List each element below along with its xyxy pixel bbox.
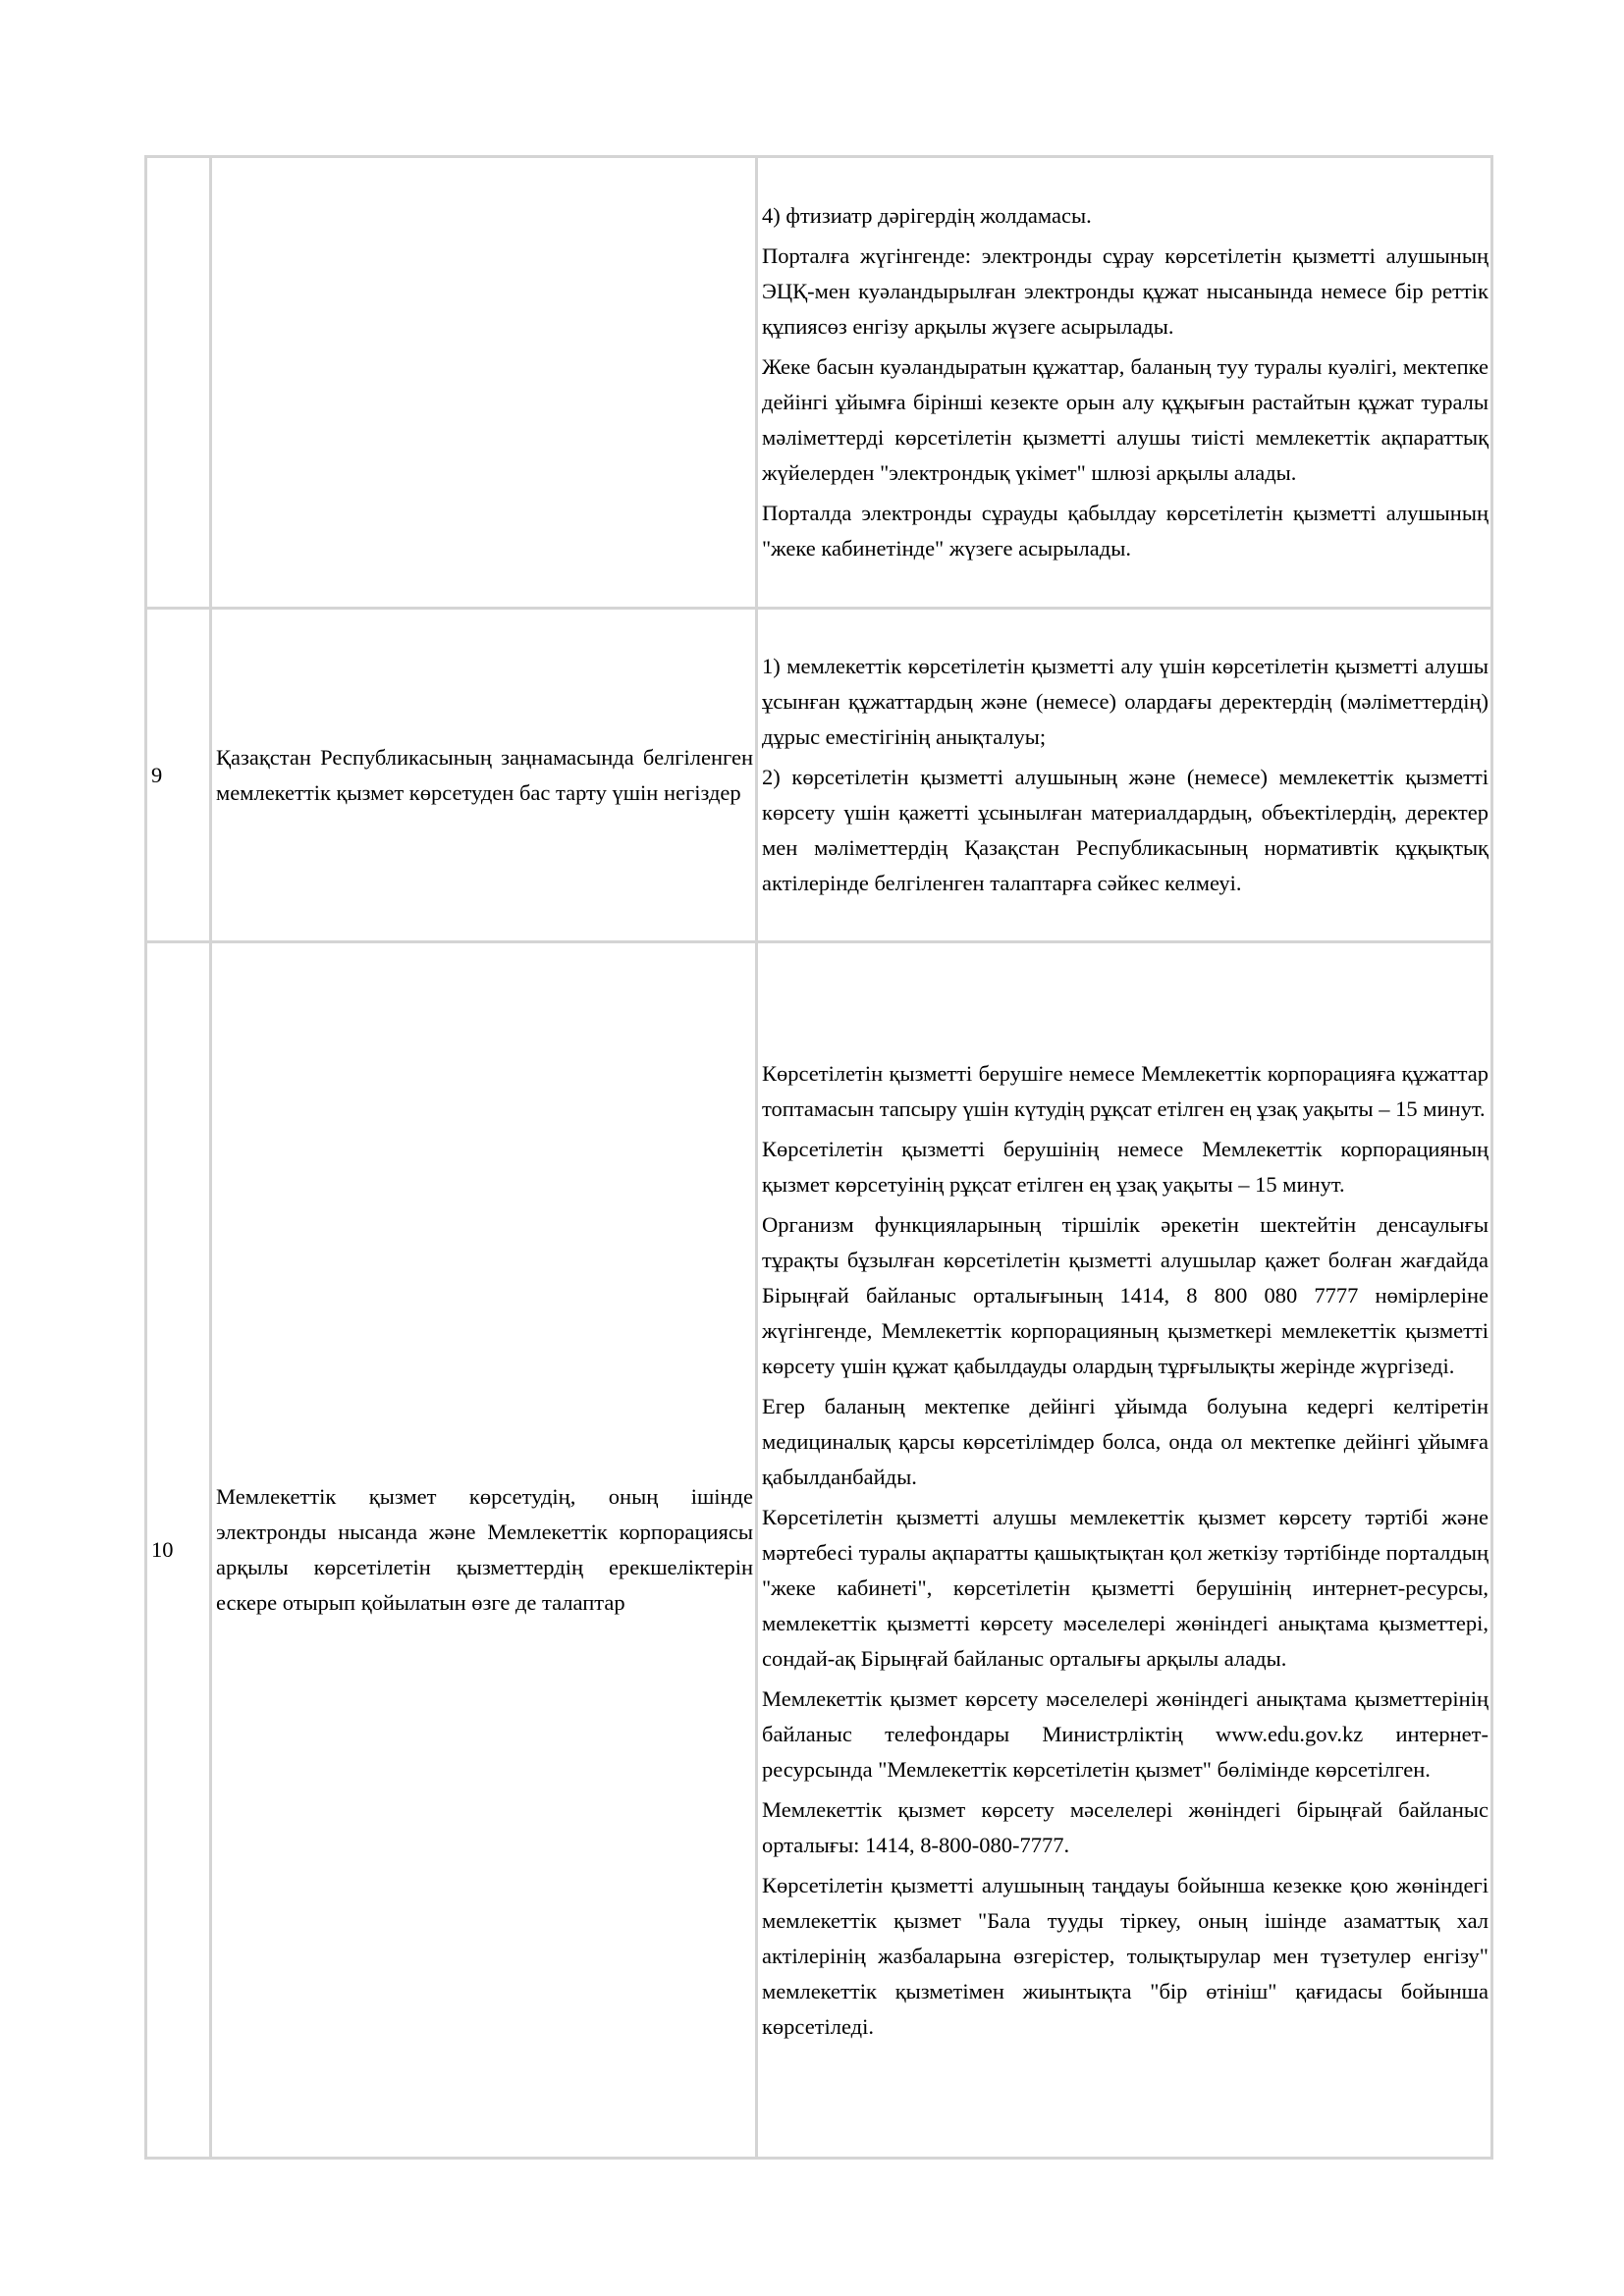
row-description-cell bbox=[757, 942, 1492, 2159]
description-paragraph: Организм функцияларының тіршілік әрекетін шектейтін денсаулығы тұрақты бұзылған көрсетілетін қызметті алушылар қажет болған жағдайда Бірыңғай байланыс орталығының 1414, 8 800 080 7777 нөмірлеріне жүгінгенде, Мемлекеттік корпорацияның қызметкері мемлекеттік қызметті көрсету үшін құжат қабылдауды олардың тұрғылықты жерінде жүргізеді. bbox=[762, 1211, 1489, 1378]
row-description-cell bbox=[757, 157, 1492, 609]
description-paragraph: Порталда электронды сұрауды қабылдау көрсетілетін қызметті алушының "жеке кабинетінде" жүзеге асырылады. bbox=[762, 501, 1489, 561]
description-paragraph: Жеке басын куәландыратын құжаттар, баланың туу туралы куәлігі, мектепке дейінгі ұйымға бірінші кезекте орын алу құқығын растайтын құжат туралы мәліметтерді көрсетілетін қызметті алушы тиісті мемлекеттік ақпараттық жүйелерден "электрондық үкімет" шлюзі арқылы алады. bbox=[762, 354, 1489, 485]
table-row bbox=[146, 609, 1492, 942]
description-paragraph: 1) мемлекеттік көрсетілетін қызметті алу үшін көрсетілетін қызметті алушы ұсынған құжаттардың және (немесе) олардағы деректердің (мәліметтердің) дұрыс еместігінің анықталуы; bbox=[762, 654, 1489, 749]
row-number-cell: 9 bbox=[146, 609, 211, 942]
description-paragraph: Мемлекеттік қызмет көрсету мәселелері жөніндегі анықтама қызметтерінің байланыс телефондары Министрліктің www.edu.gov.kz интернет-ресурсында "Мемлекеттік көрсетілетін қызмет" бөлімінде көрсетілген. bbox=[762, 1685, 1489, 1782]
description-paragraph: Көрсетілетін қызметті берушіге немесе Мемлекеттік корпорацияға құжаттар топтамасын тапсыру үшін күтудің рұқсат етілген ең ұзақ уақыты – 15 минут. bbox=[762, 1060, 1489, 1121]
row-name-cell bbox=[211, 942, 757, 2159]
description-paragraph: Мемлекеттік қызмет көрсету мәселелері жөніндегі бірыңғай байланыс орталығы: 1414, 8-800-080-7777. bbox=[762, 1796, 1489, 1857]
row-name-text: Қазақстан Республикасының заңнамасында белгіленген мемлекеттік қызмет көрсетуден бас тарту үшін негіздер bbox=[216, 744, 753, 805]
row-name-cell bbox=[211, 157, 757, 609]
service-standard-table bbox=[144, 155, 1493, 2160]
description-paragraph: 4) фтизиатр дәрігердің жолдамасы. bbox=[762, 203, 1092, 228]
description-paragraph: Порталға жүгінгенде: электронды сұрау көрсетілетін қызметті алушының ЭЦҚ-мен куәландырылған электронды құжат нысанында немесе бір реттік құпиясөз енгізу арқылы жүзеге асырылады. bbox=[762, 243, 1489, 339]
table-row bbox=[146, 157, 1492, 609]
table-row bbox=[146, 942, 1492, 2159]
description-paragraph: Егер баланың мектепке дейінгі ұйымда болуына кедергі келтіретін медициналық қарсы көрсетілімдер болса, онда ол мектепке дейінгі ұйымға қабылданбайды. bbox=[762, 1393, 1489, 1489]
row-number-cell: 10 bbox=[146, 942, 211, 2159]
row-description-cell bbox=[757, 609, 1492, 942]
row-name-cell bbox=[211, 609, 757, 942]
description-paragraph: 2) көрсетілетін қызметті алушының және (немесе) мемлекеттік қызметті көрсету үшін қажетті ұсынылған материалдардың, объектілердің, деректер мен мәліметтердің Қазақстан Республикасының нормативтік құқықтық актілерінде белгіленген талаптарға сәйкес келмеуі. bbox=[762, 765, 1489, 895]
description-paragraph: Көрсетілетін қызметті алушының таңдауы бойынша кезекке қою жөніндегі мемлекеттік қызмет "Бала тууды тіркеу, оның ішінде азаматтық хал актілерінің жазбаларына өзгерістер, толықтырулар мен түзетулер енгізу" мемлекеттік қызметімен жиынтықта "бір өтініш" қағидасы бойынша көрсетіледі. bbox=[762, 1872, 1489, 2039]
description-paragraph: Көрсетілетін қызметті алушы мемлекеттік қызмет көрсету тәртібі және мәртебесі туралы ақпаратты қашықтықтан қол жеткізу тәртібінде порталдың "жеке кабинеті", көрсетілетін қызметті берушінің интернет-ресурсы, мемлекеттік қызметті көрсету мәселелері жөніндегі анықтама қызметтері, сондай-ақ Бірыңғай байланыс орталығы арқылы алады. bbox=[762, 1504, 1489, 1671]
row-number-cell bbox=[146, 157, 211, 609]
row-name-text: Мемлекеттік қызмет көрсетудің, оның ішінде электронды нысанда және Мемлекеттік корпорациясы арқылы көрсетілетін қызметтердің ерекшеліктерін ескере отырып қойылатын өзге де талаптар bbox=[216, 1484, 753, 1615]
document-page bbox=[144, 155, 1490, 2160]
description-paragraph: Көрсетілетін қызметті берушінің немесе Мемлекеттік корпорацияның қызмет көрсетуінің рұқсат етілген ең ұзақ уақыты – 15 минут. bbox=[762, 1136, 1489, 1197]
